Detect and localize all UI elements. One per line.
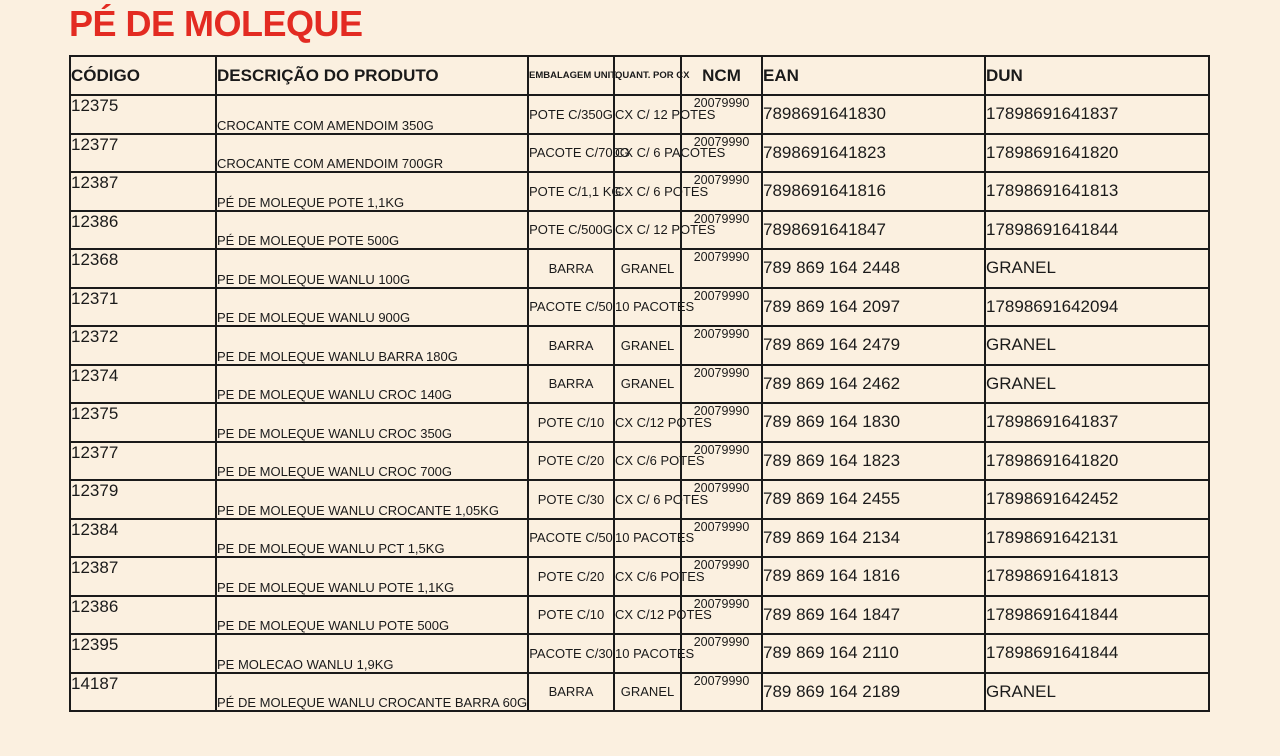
table-row [70,326,1209,365]
cell-quantity: 10 PACOTES [614,288,681,327]
cell-description: CROCANTE COM AMENDOIM 700GR [216,134,528,173]
cell-ean: 789 869 164 2448 [762,249,985,288]
cell-ean: 789 869 164 1830 [762,403,985,442]
cell-ean: 789 869 164 1816 [762,557,985,596]
cell-code: 12377 [70,134,216,173]
cell-code: 12386 [70,211,216,250]
cell-ean: 7898691641830 [762,95,985,134]
cell-packaging: PACOTE C/50 [528,519,614,558]
table-row [70,288,1209,327]
cell-code: 12374 [70,365,216,404]
table-row [70,442,1209,481]
cell-ncm: 20079990 [681,288,762,327]
cell-packaging: POTE C/20 [528,442,614,481]
cell-quantity: CX C/6 POTES [614,442,681,481]
cell-packaging: POTE C/10 [528,596,614,635]
cell-code: 12375 [70,95,216,134]
cell-code: 12377 [70,442,216,481]
cell-packaging: BARRA [528,249,614,288]
header-dun: DUN [985,56,1209,95]
cell-packaging: BARRA [528,326,614,365]
table-row [70,95,1209,134]
cell-packaging: PACOTE C/700G [528,134,614,173]
products-table [69,55,1210,712]
cell-dun: 17898691641844 [985,634,1209,673]
cell-dun: GRANEL [985,326,1209,365]
cell-ncm: 20079990 [681,249,762,288]
cell-ncm: 20079990 [681,134,762,173]
cell-description: PE DE MOLEQUE WANLU POTE 500G [216,596,528,635]
table-row [70,403,1209,442]
cell-ncm: 20079990 [681,634,762,673]
cell-ncm: 20079990 [681,442,762,481]
cell-ncm: 20079990 [681,172,762,211]
cell-code: 14187 [70,673,216,712]
cell-description: PE DE MOLEQUE WANLU CROC 140G [216,365,528,404]
cell-code: 12375 [70,403,216,442]
cell-quantity: GRANEL [614,326,681,365]
cell-dun: 17898691642094 [985,288,1209,327]
cell-quantity: CX C/12 POTES [614,596,681,635]
cell-ean: 789 869 164 2097 [762,288,985,327]
cell-quantity: CX C/ 6 PACOTES [614,134,681,173]
cell-dun: 17898691641844 [985,211,1209,250]
cell-dun: 17898691642131 [985,519,1209,558]
cell-quantity: CX C/ 6 POTES [614,172,681,211]
cell-code: 12395 [70,634,216,673]
cell-quantity: GRANEL [614,365,681,404]
header-ncm: NCM [681,56,762,95]
cell-description: PÉ DE MOLEQUE WANLU CROCANTE BARRA 60G [216,673,528,712]
table-row [70,480,1209,519]
cell-packaging: BARRA [528,365,614,404]
cell-ncm: 20079990 [681,596,762,635]
cell-ncm: 20079990 [681,557,762,596]
cell-packaging: BARRA [528,673,614,712]
header-quantity: QUANT. POR CX [614,56,681,95]
cell-ncm: 20079990 [681,519,762,558]
cell-quantity: GRANEL [614,673,681,712]
table-body [70,95,1209,711]
cell-quantity: GRANEL [614,249,681,288]
header-description: DESCRIÇÃO DO PRODUTO [216,56,528,95]
cell-description: PE DE MOLEQUE WANLU PCT 1,5KG [216,519,528,558]
table-row [70,172,1209,211]
cell-description: PE DE MOLEQUE WANLU CROC 700G [216,442,528,481]
cell-quantity: CX C/ 12 POTES [614,211,681,250]
cell-dun: 17898691641844 [985,596,1209,635]
cell-ncm: 20079990 [681,673,762,712]
cell-packaging: PACOTE C/30 [528,634,614,673]
cell-dun: GRANEL [985,249,1209,288]
cell-ean: 7898691641823 [762,134,985,173]
cell-dun: 17898691641813 [985,172,1209,211]
cell-ean: 789 869 164 2189 [762,673,985,712]
cell-code: 12387 [70,172,216,211]
cell-dun: GRANEL [985,673,1209,712]
cell-ncm: 20079990 [681,480,762,519]
cell-code: 12387 [70,557,216,596]
cell-ean: 789 869 164 1823 [762,442,985,481]
cell-quantity: CX C/12 POTES [614,403,681,442]
table-row [70,249,1209,288]
cell-quantity: CX C/ 6 POTES [614,480,681,519]
table-row [70,557,1209,596]
header-packaging: EMBALAGEM UNIT. [528,56,614,95]
cell-dun: GRANEL [985,365,1209,404]
cell-ncm: 20079990 [681,326,762,365]
table-row [70,519,1209,558]
cell-description: PÉ DE MOLEQUE POTE 1,1KG [216,172,528,211]
cell-packaging: POTE C/30 [528,480,614,519]
cell-ean: 789 869 164 2462 [762,365,985,404]
header-code: CÓDIGO [70,56,216,95]
cell-ean: 789 869 164 2479 [762,326,985,365]
cell-code: 12372 [70,326,216,365]
table-row [70,634,1209,673]
table-row [70,211,1209,250]
cell-ean: 789 869 164 2110 [762,634,985,673]
table-row [70,673,1209,712]
cell-packaging: POTE C/10 [528,403,614,442]
cell-ncm: 20079990 [681,211,762,250]
cell-ncm: 20079990 [681,403,762,442]
cell-quantity: 10 PACOTES [614,634,681,673]
cell-packaging: POTE C/350G [528,95,614,134]
cell-ean: 789 869 164 1847 [762,596,985,635]
table-header-row [70,56,1209,95]
cell-quantity: CX C/6 POTES [614,557,681,596]
table-row [70,596,1209,635]
cell-ean: 789 869 164 2455 [762,480,985,519]
cell-dun: 17898691642452 [985,480,1209,519]
page-title: PÉ DE MOLEQUE [69,3,363,44]
cell-description: PE MOLECAO WANLU 1,9KG [216,634,528,673]
cell-packaging: PACOTE C/50 [528,288,614,327]
cell-ncm: 20079990 [681,365,762,404]
cell-ean: 7898691641816 [762,172,985,211]
table-row [70,365,1209,404]
cell-description: PE DE MOLEQUE WANLU CROCANTE 1,05KG [216,480,528,519]
cell-code: 12371 [70,288,216,327]
cell-dun: 17898691641813 [985,557,1209,596]
cell-dun: 17898691641820 [985,134,1209,173]
cell-description: PE DE MOLEQUE WANLU 100G [216,249,528,288]
cell-quantity: 10 PACOTES [614,519,681,558]
cell-code: 12386 [70,596,216,635]
cell-dun: 17898691641837 [985,403,1209,442]
cell-packaging: POTE C/500G [528,211,614,250]
cell-dun: 17898691641820 [985,442,1209,481]
cell-description: PÉ DE MOLEQUE POTE 500G [216,211,528,250]
cell-code: 12384 [70,519,216,558]
cell-description: PE DE MOLEQUE WANLU POTE 1,1KG [216,557,528,596]
cell-description: CROCANTE COM AMENDOIM 350G [216,95,528,134]
table-row [70,134,1209,173]
cell-quantity: CX C/ 12 POTES [614,95,681,134]
cell-description: PE DE MOLEQUE WANLU CROC 350G [216,403,528,442]
cell-ean: 789 869 164 2134 [762,519,985,558]
cell-packaging: POTE C/20 [528,557,614,596]
cell-packaging: POTE C/1,1 KG [528,172,614,211]
cell-code: 12368 [70,249,216,288]
cell-description: PE DE MOLEQUE WANLU BARRA 180G [216,326,528,365]
cell-code: 12379 [70,480,216,519]
cell-dun: 17898691641837 [985,95,1209,134]
header-ean: EAN [762,56,985,95]
cell-ean: 7898691641847 [762,211,985,250]
cell-description: PE DE MOLEQUE WANLU 900G [216,288,528,327]
cell-ncm: 20079990 [681,95,762,134]
